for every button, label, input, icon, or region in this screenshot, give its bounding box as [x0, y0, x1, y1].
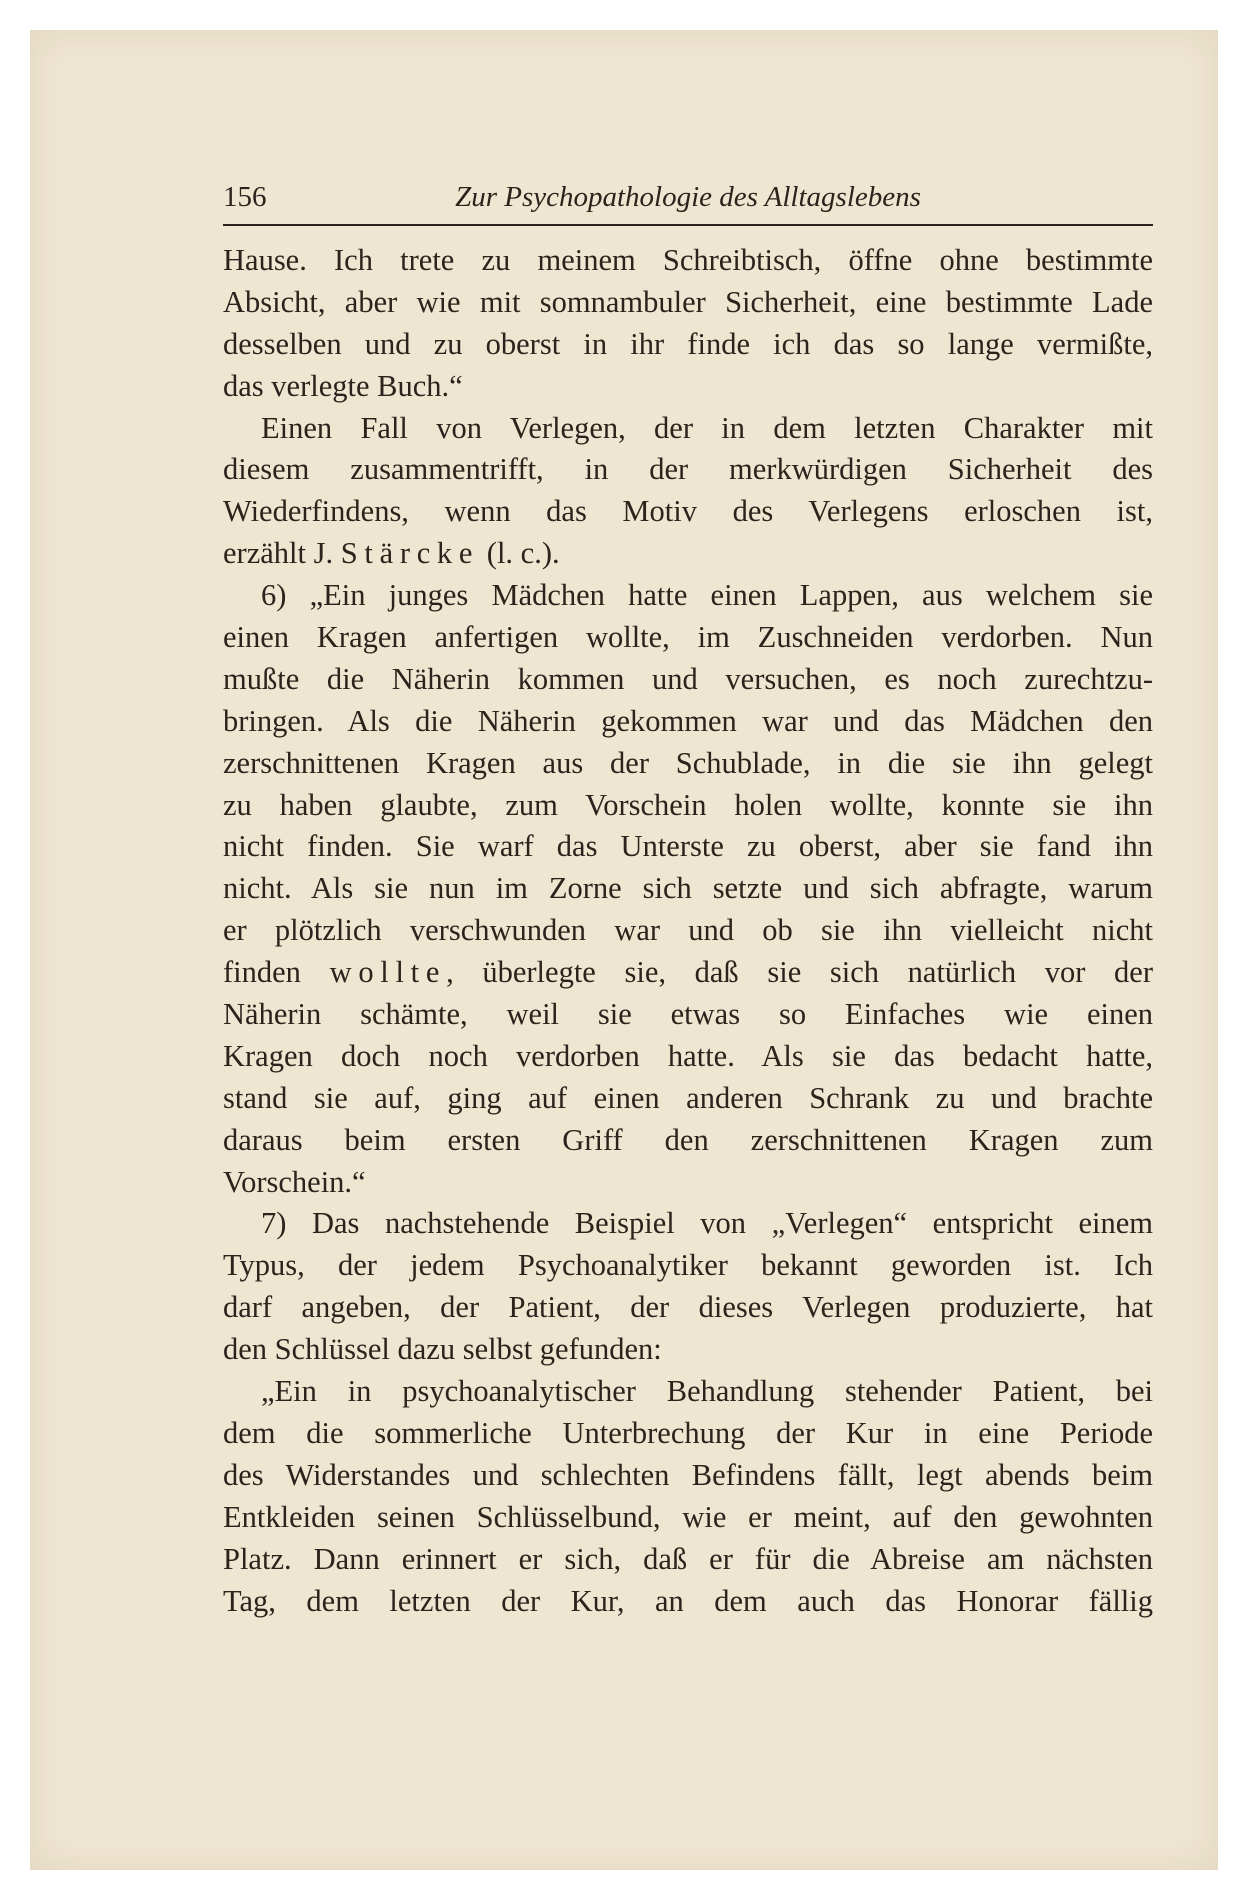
- text-line: darf angeben, der Patient, der dieses Verlegen produzierte, hat: [223, 1290, 1153, 1325]
- text-line: Platz. Dann erinnert er sich, daß er für die Abreise am nächsten: [223, 1541, 1153, 1576]
- text-line: desselben und zu oberst in ihr finde ich das so lange vermißte,: [223, 326, 1153, 361]
- text-line: Wiederfindens, wenn das Motiv des Verlegens erloschen ist,: [223, 494, 1153, 529]
- text-line: Typus, der jedem Psychoanalytiker bekannt geworden ist. Ich: [223, 1248, 1153, 1283]
- text-line: daraus beim ersten Griff den zerschnittenen Kragen zum: [223, 1122, 1153, 1157]
- spaced-emphasis: wollte: [329, 955, 447, 990]
- text-line: bringen. Als die Näherin gekommen war und das Mädchen den: [223, 703, 1153, 738]
- text-line: stand sie auf, ging auf einen anderen Schrank zu und brachte: [223, 1080, 1153, 1115]
- text-line: Vorschein.“: [223, 1164, 366, 1199]
- text-line: „Ein in psychoanalytischer Behandlung stehender Patient, bei: [261, 1374, 1153, 1409]
- text-line: mußte die Näherin kommen und versuchen, es noch zurechtzu-: [223, 661, 1153, 696]
- text-line: diesem zusammentrifft, in der merkwürdigen Sicherheit des: [223, 452, 1153, 487]
- text-line: Absicht, aber wie mit somnambuler Sicherheit, eine bestimmte Lade: [223, 284, 1153, 319]
- text-line: finden wollte, überlegte sie, daß sie sich natürlich vor der: [223, 955, 1153, 990]
- page-header: [223, 180, 1153, 226]
- text-line: Einen Fall von Verlegen, der in dem letzten Charakter mit: [261, 410, 1153, 445]
- spaced-author-name: Stärcke: [340, 536, 480, 571]
- text-line: 6) „Ein junges Mädchen hatte einen Lappen, aus welchem sie: [261, 578, 1153, 613]
- text-line: er plötzlich verschwunden war und ob sie ihn vielleicht nicht: [223, 913, 1153, 948]
- text-line: nicht finden. Sie warf das Unterste zu oberst, aber sie fand ihn: [223, 829, 1153, 864]
- text-line: erzählt J. Stärcke (l. c.).: [223, 536, 560, 571]
- text-line: Hause. Ich trete zu meinem Schreibtisch, öffne ohne bestimmte: [223, 243, 1153, 277]
- page-number: 156: [223, 181, 267, 213]
- text-line: den Schlüssel dazu selbst gefunden:: [223, 1332, 662, 1367]
- text-line: Tag, dem letzten der Kur, an dem auch das Honorar fällig: [223, 1583, 1153, 1618]
- running-title: Zur Psychopathologie des Alltagslebens: [455, 181, 921, 213]
- body-text: [223, 240, 1153, 1622]
- text-line: einen Kragen anfertigen wollte, im Zuschneiden verdorben. Nun: [223, 620, 1153, 655]
- text-line: das verlegte Buch.“: [223, 368, 463, 403]
- text-line: zerschnittenen Kragen aus der Schublade, in die sie ihn gelegt: [223, 745, 1153, 780]
- text-line: dem die sommerliche Unterbrechung der Kur in eine Periode: [223, 1415, 1153, 1450]
- text-line: 7) Das nachstehende Beispiel von „Verlegen“ entspricht einem: [261, 1206, 1153, 1241]
- text-line: Näherin schämte, weil sie etwas so Einfaches wie einen: [223, 997, 1153, 1032]
- text-line: Kragen doch noch verdorben hatte. Als sie das bedacht hatte,: [223, 1038, 1153, 1073]
- text-line: Entkleiden seinen Schlüsselbund, wie er meint, auf den gewohnten: [223, 1499, 1153, 1534]
- text-line: des Widerstandes und schlechten Befindens fällt, legt abends beim: [223, 1457, 1153, 1492]
- text-line: nicht. Als sie nun im Zorne sich setzte und sich abfragte, warum: [223, 871, 1153, 906]
- text-line: zu haben glaubte, zum Vorschein holen wollte, konnte sie ihn: [223, 787, 1153, 822]
